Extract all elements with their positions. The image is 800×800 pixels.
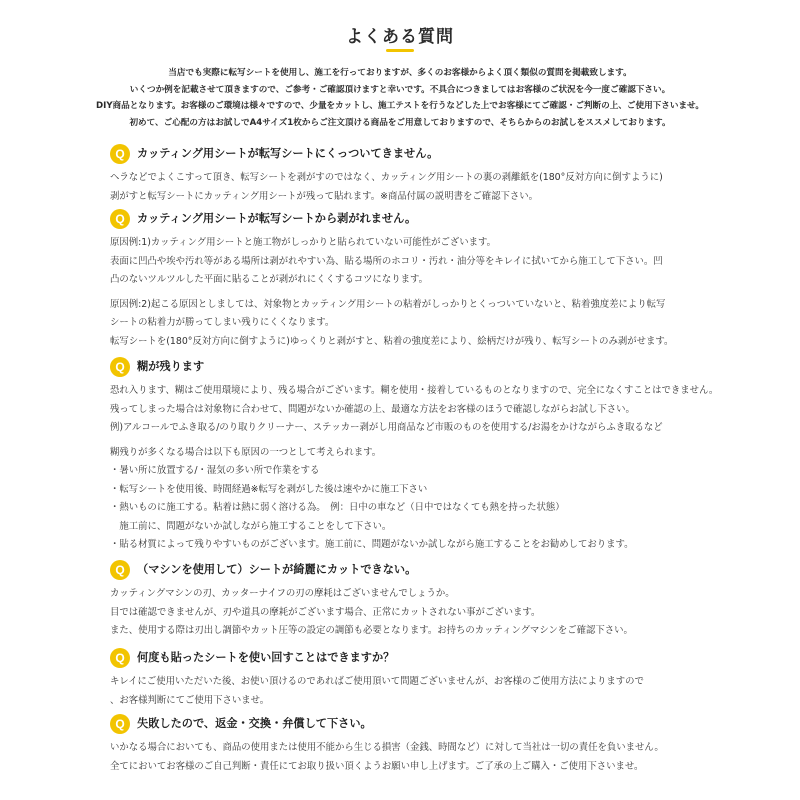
- faq-question-header: [110, 714, 710, 734]
- faq-answer: [110, 585, 710, 641]
- answer-line: 原因例:1)カッティング用シートと施工物がしっかりと貼られていない可能性がございます。: [110, 237, 497, 248]
- q-badge-icon: Q: [110, 648, 130, 668]
- faq-question-header: [110, 560, 710, 580]
- answer-line: 残ってしまった場合は対象物に合わせて、問題がないか確認の上、最適な方法をお客様のほうで確認しながらお試し下さい。: [110, 403, 635, 415]
- answer-line: 凸のないツルツルした平面に貼ることが剥がれにくくするコツになります。: [110, 274, 429, 285]
- intro-line: 当店でも実際に転写シートを使用し、施工を行っておりますが、多くのお客様からよく頂く類似の質問を掲載致します。: [168, 68, 632, 78]
- faq-question: 何度も貼ったシートを使い回すことはできますか？: [137, 651, 395, 664]
- q-badge-icon: Q: [110, 144, 130, 164]
- faq-item-4: [110, 560, 710, 641]
- faq-answer: [110, 673, 710, 710]
- title-underline: [386, 49, 414, 52]
- faq-item-2: [110, 209, 710, 351]
- faq-item-5: [110, 648, 710, 710]
- answer-line: いかなる場合においても、商品の使用または使用不能から生じる損害（金銭、時間など）に対して当社は一切の責任を負いません。: [110, 742, 664, 753]
- answer-line: ・貼る材質によって残りやすいものがございます。施工前に、問題がないか試しながら施工することをお勧めしております。: [110, 539, 634, 550]
- q-badge-icon: Q: [110, 209, 130, 229]
- faq-answer: [110, 382, 719, 555]
- faq-question-header: [110, 648, 710, 668]
- q-badge-icon: Q: [110, 714, 130, 734]
- answer-line: 例)アルコールでふき取る/のり取りクリーナー、ステッカー剥がし用商品など市販のものを使用する/お湯をかけながらふき取るなど: [110, 422, 663, 433]
- faq-question-header: [110, 357, 710, 377]
- answer-line: 糊残りが多くなる場合は以下も原因の一つとして考えられます。: [110, 446, 382, 458]
- faq-answer: [110, 169, 710, 206]
- answer-line: 目では確認できませんが、刃や道具の摩耗がございます場合、正常にカットされない事がございます。: [110, 606, 541, 618]
- faq-question: カッティング用シートが転写シートにくっついてきません。: [137, 147, 439, 160]
- answer-line: 原因例:2)起こる原因としましては、対象物とカッティング用シートの粘着がしっかりとくっついていないと、粘着強度差により転写: [110, 298, 666, 310]
- answer-line: また、使用する際は刃出し調節やカット圧等の設定の調節も必要となります。お持ちのカッティングマシンをご確認下さい。: [110, 625, 633, 636]
- intro-line: DIY商品となります。お客様のご環境は様々ですので、少量をカットし、施工テストを行うなどした上でお客様にてご確認・ご判断の上、ご使用下さいませ。: [96, 101, 704, 111]
- faq-question: 糊が残ります: [137, 360, 205, 373]
- q-badge-icon: Q: [110, 357, 130, 377]
- intro-line: いくつか例を記載させて頂きますので、ご参考・ご確認頂けますと幸いです。不具合につきましてはお客様のご状況を今一度ご確認下さい。: [129, 84, 671, 95]
- answer-line: ・暑い所に放置する/・湿気の多い所で作業をする: [110, 465, 320, 476]
- intro-text: [40, 65, 760, 131]
- faq-question: カッティング用シートが転写シートから剥がれません。: [137, 212, 417, 225]
- answer-line: カッティングマシンの刃、カッターナイフの刃の摩耗はございませんでしょうか。: [110, 588, 455, 599]
- faq-item-6: [110, 714, 710, 776]
- faq-answer: [110, 739, 710, 776]
- page-title: よくある質問: [346, 27, 454, 47]
- faq-item-1: [110, 144, 710, 206]
- answer-line: シートの粘着力が勝ってしまい残りにくくなります。: [110, 317, 335, 328]
- answer-line: ・転写シートを使用後、時間経過※転写を剥がした後は速やかに施工下さい: [110, 483, 428, 495]
- answer-line: 転写シートを(180°反対方向に倒すように)ゆっくりと剥がすと、粘着の強度差により、絵柄だけが残り、転写シートのみ剥がせます。: [110, 335, 674, 347]
- answer-line: ・熱いものに施工する。粘着は熱に弱く溶ける為。 例：日中の車など（日中ではなくても熱を持った状態）: [110, 502, 565, 513]
- faq-question: 失敗したので、返金・交換・弁償して下さい。: [137, 717, 372, 730]
- answer-line: 剥がすと転写シートにカッティング用シートが残って貼れます。※商品付属の説明書をご確認下さい。: [110, 190, 538, 202]
- answer-line: キレイにご使用いただいた後、お使い頂けるのであればご使用頂いて問題ございませんが、お客様のご使用方法によりますので: [110, 676, 644, 687]
- answer-line: 恐れ入ります、糊はご使用環境により、残る場合がございます。糊を使用・接着しているものとなりますので、完全になくすことはできません。: [110, 385, 719, 396]
- faq-question-header: [110, 144, 710, 164]
- faq-item-3: [110, 357, 719, 555]
- faq-question-header: [110, 209, 710, 229]
- faq-answer: [110, 234, 710, 351]
- answer-line: 、お客様判断にてご使用下さいませ。: [110, 694, 270, 706]
- q-badge-icon: Q: [110, 560, 130, 580]
- answer-line: 全てにおいてお客様のご自己判断・責任にてお取り扱い頂くようお願い申し上げます。ご了承の上ご購入・ご使用下さいませ。: [110, 760, 644, 772]
- intro-line: 初めて、ご心配の方はお試しでA4サイズ1枚からご注文頂ける商品をご用意しておりますので、そちらからのお試しをススメしております。: [129, 117, 671, 128]
- answer-line: 施工前に、問題がないか試しながら施工することをして下さい。: [110, 520, 392, 532]
- answer-line: 表面に凹凸や埃や汚れ等がある場所は剥がれやすい為、貼る場所のホコリ・汚れ・油分等をキレイに拭いてから施工して下さい。凹: [110, 255, 663, 267]
- faq-question: （マシンを使用して）シートが綺麗にカットできない。: [137, 563, 417, 576]
- answer-line: ヘラなどでよくこすって頂き、転写シートを剥がすのではなく、カッティング用シートの裏の剥離紙を(180°反対方向に倒すように): [110, 172, 663, 183]
